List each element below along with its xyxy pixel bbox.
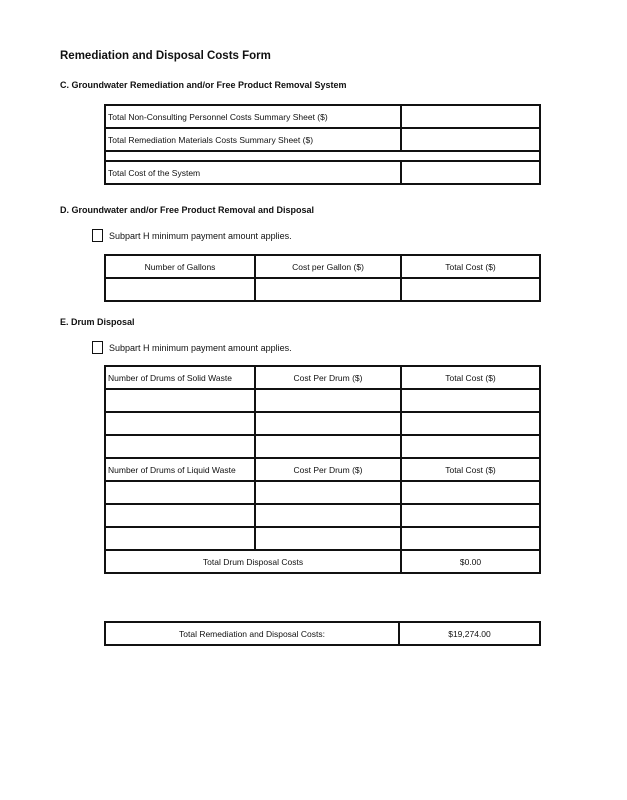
input-cell[interactable] [401, 481, 540, 504]
section-c-heading: C. Groundwater Remediation and/or Free Product Removal System [60, 80, 347, 90]
input-cell[interactable] [105, 435, 255, 458]
input-cell[interactable] [401, 412, 540, 435]
input-cell[interactable] [255, 504, 401, 527]
input-cell[interactable] [401, 527, 540, 550]
row-label: Total Remediation Materials Costs Summary Sheet ($) [105, 128, 401, 151]
input-cell[interactable] [255, 389, 401, 412]
drum-total-label: Total Drum Disposal Costs [105, 550, 401, 573]
col-header: Cost per Gallon ($) [255, 255, 401, 278]
input-cell[interactable] [255, 412, 401, 435]
value-cell[interactable] [401, 128, 540, 151]
grand-total-table [104, 621, 541, 646]
row-label: Total Cost of the System [105, 161, 401, 184]
checkbox-icon[interactable] [92, 341, 103, 354]
input-cell[interactable] [401, 278, 540, 301]
checkbox-label: Subpart H minimum payment amount applies. [109, 342, 292, 353]
subpart-h-checkbox-e[interactable] [92, 341, 292, 354]
subpart-h-checkbox-d[interactable] [92, 229, 292, 242]
input-cell[interactable] [255, 435, 401, 458]
col-header: Number of Gallons [105, 255, 255, 278]
col-header: Total Cost ($) [401, 458, 540, 481]
input-cell[interactable] [401, 504, 540, 527]
value-cell[interactable] [401, 161, 540, 184]
col-header: Total Cost ($) [401, 366, 540, 389]
page-title: Remediation and Disposal Costs Form [60, 50, 271, 62]
drum-disposal-table [104, 365, 541, 574]
col-header: Number of Drums of Liquid Waste [105, 458, 255, 481]
system-cost-table [104, 104, 541, 185]
groundwater-disposal-table [104, 254, 541, 302]
drum-total-value: $0.00 [401, 550, 540, 573]
input-cell[interactable] [401, 435, 540, 458]
checkbox-label: Subpart H minimum payment amount applies. [109, 230, 292, 241]
row-label: Total Non-Consulting Personnel Costs Summary Sheet ($) [105, 105, 401, 128]
value-cell[interactable] [401, 105, 540, 128]
input-cell[interactable] [105, 504, 255, 527]
col-header: Number of Drums of Solid Waste [105, 366, 255, 389]
input-cell[interactable] [105, 389, 255, 412]
checkbox-icon[interactable] [92, 229, 103, 242]
grand-total-label: Total Remediation and Disposal Costs: [105, 622, 399, 645]
input-cell[interactable] [255, 481, 401, 504]
col-header: Cost Per Drum ($) [255, 366, 401, 389]
input-cell[interactable] [255, 278, 401, 301]
col-header: Cost Per Drum ($) [255, 458, 401, 481]
input-cell[interactable] [105, 278, 255, 301]
input-cell[interactable] [105, 481, 255, 504]
input-cell[interactable] [105, 527, 255, 550]
col-header: Total Cost ($) [401, 255, 540, 278]
grand-total-value: $19,274.00 [399, 622, 540, 645]
input-cell[interactable] [401, 389, 540, 412]
spacer-row [105, 151, 540, 161]
section-d-heading: D. Groundwater and/or Free Product Removal and Disposal [60, 205, 315, 215]
section-e-heading: E. Drum Disposal [60, 317, 135, 327]
input-cell[interactable] [255, 527, 401, 550]
input-cell[interactable] [105, 412, 255, 435]
